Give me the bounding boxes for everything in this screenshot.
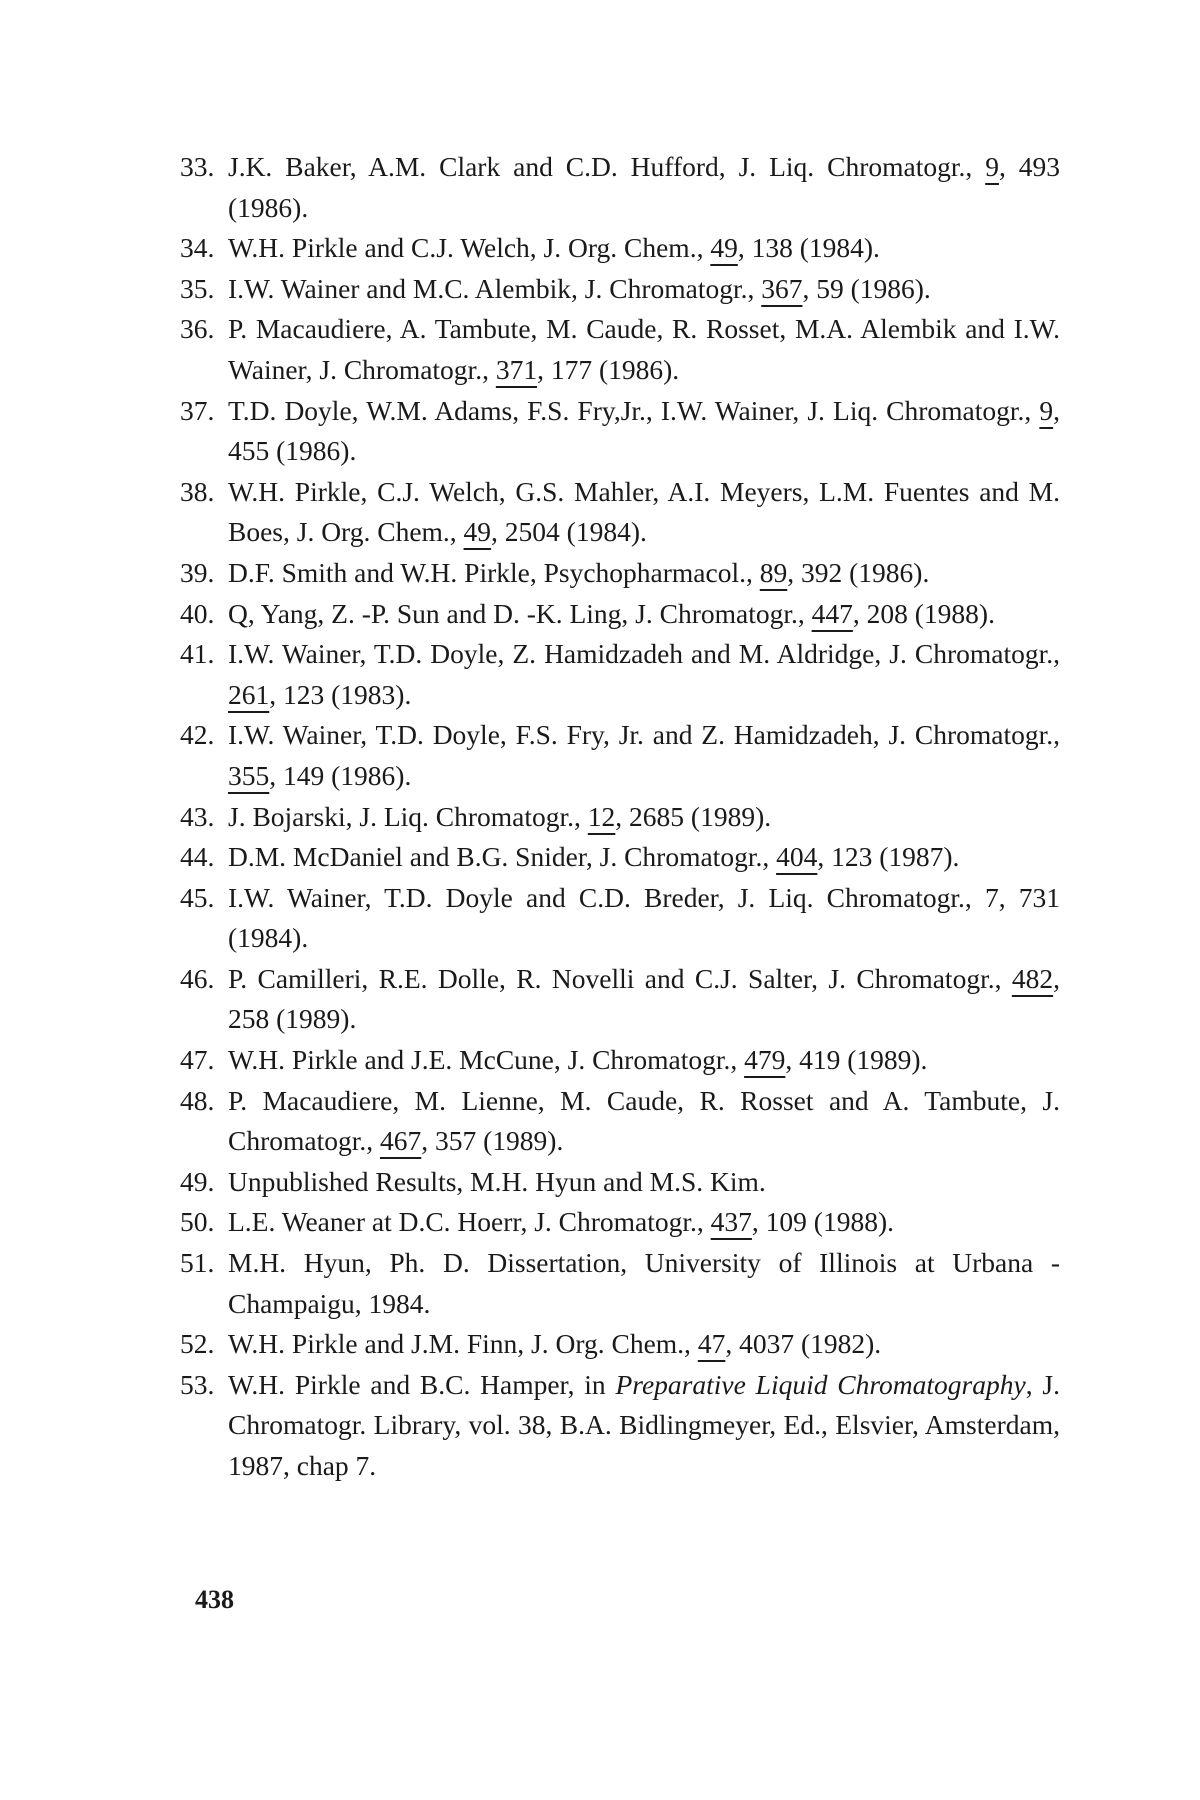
reference-number: 45. <box>180 881 215 913</box>
reference-item <box>180 1162 1060 1203</box>
volume-number: 12 <box>587 800 616 832</box>
reference-item <box>180 1243 1060 1324</box>
reference-text: I.W. Wainer, T.D. Doyle and C.D. Breder, J. Liq. Chromatogr., 7, 731 (1984). <box>228 881 1060 954</box>
reference-item <box>180 715 1060 796</box>
reference-number: 38. <box>180 475 215 507</box>
reference-item <box>180 1202 1060 1243</box>
reference-item <box>180 269 1060 310</box>
reference-number: 52. <box>180 1328 215 1360</box>
reference-number: 34. <box>180 232 215 264</box>
reference-number: 33. <box>180 151 215 182</box>
volume-number: 447 <box>811 597 853 629</box>
volume-number: 355 <box>228 759 270 791</box>
reference-number: 47. <box>180 1044 215 1076</box>
reference-number: 37. <box>180 394 215 426</box>
reference-item <box>180 634 1060 715</box>
reference-number: 49. <box>180 1165 215 1197</box>
reference-item <box>180 1081 1060 1162</box>
reference-text: W.H. Pirkle and J.M. Finn, J. Org. Chem., 47, 4037 (1982). <box>228 1328 882 1360</box>
reference-item <box>180 1324 1060 1365</box>
reference-text: P. Camilleri, R.E. Dolle, R. Novelli and C.J. Salter, J. Chromatogr., 482, 258 (1989). <box>228 962 1060 1035</box>
reference-text: W.H. Pirkle and J.E. McCune, J. Chromatogr., 479, 419 (1989). <box>228 1044 928 1076</box>
reference-text: D.M. McDaniel and B.G. Snider, J. Chromatogr., 404, 123 (1987). <box>228 841 960 873</box>
volume-number: 9 <box>1039 394 1054 426</box>
reference-item <box>180 797 1060 838</box>
reference-text: D.F. Smith and W.H. Pirkle, Psychopharmacol., 89, 392 (1986). <box>228 556 930 588</box>
reference-text: J.K. Baker, A.M. Clark and C.D. Hufford, J. Liq. Chromatogr., 9, 493 (1986). <box>228 151 1061 223</box>
reference-text: W.H. Pirkle and C.J. Welch, J. Org. Chem., 49, 138 (1984). <box>228 232 880 264</box>
reference-text: T.D. Doyle, W.M. Adams, F.S. Fry,Jr., I.W. Wainer, J. Liq. Chromatogr., 9, 455 (1986). <box>228 394 1060 467</box>
volume-number: 479 <box>744 1044 786 1076</box>
reference-number: 40. <box>180 597 215 629</box>
reference-text: P. Macaudiere, A. Tambute, M. Caude, R. Rosset, M.A. Alembik and I.W. Wainer, J. Chromatogr., 371, 177 (1986). <box>228 313 1060 385</box>
volume-number: 261 <box>228 678 270 710</box>
reference-number: 51. <box>180 1247 215 1279</box>
reference-text: I.W. Wainer, T.D. Doyle, Z. Hamidzadeh and M. Aldridge, J. Chromatogr., 261, 123 (1983). <box>228 638 1060 710</box>
volume-number: 371 <box>495 353 538 385</box>
reference-item <box>180 1365 1060 1487</box>
reference-text: I.W. Wainer, T.D. Doyle, F.S. Fry, Jr. and Z. Hamidzadeh, J. Chromatogr., 355, 149 (1986). <box>228 719 1060 791</box>
reference-item <box>180 309 1060 390</box>
reference-text: W.H. Pirkle and B.C. Hamper, in Preparative Liquid Chromatography, J. Chromatogr. Library, vol. 38, B.A. Bidlingmeyer, Ed., Elsvier, Amsterdam, 1987, chap 7. <box>228 1368 1060 1481</box>
reference-item <box>180 959 1060 1040</box>
reference-item <box>180 147 1060 228</box>
reference-number: 44. <box>180 841 215 873</box>
reference-text: Unpublished Results, M.H. Hyun and M.S. Kim. <box>228 1165 766 1197</box>
volume-number: 47 <box>697 1328 726 1360</box>
book-title: Preparative Liquid Chromatography <box>615 1368 1026 1400</box>
reference-number: 39. <box>180 556 215 588</box>
volume-number: 437 <box>710 1206 752 1238</box>
volume-number: 467 <box>380 1125 422 1157</box>
reference-item <box>180 878 1060 959</box>
reference-number: 42. <box>180 719 215 751</box>
volume-number: 9 <box>985 151 999 182</box>
reference-item <box>180 594 1060 635</box>
reference-item <box>180 1040 1060 1081</box>
reference-number: 36. <box>180 313 215 345</box>
reference-item <box>180 553 1060 594</box>
reference-text: Q, Yang, Z. -P. Sun and D. -K. Ling, J. Chromatogr., 447, 208 (1988). <box>228 597 995 629</box>
reference-text: I.W. Wainer and M.C. Alembik, J. Chromatogr., 367, 59 (1986). <box>228 272 931 304</box>
reference-item <box>180 837 1060 878</box>
reference-number: 53. <box>180 1368 215 1400</box>
reference-text: W.H. Pirkle, C.J. Welch, G.S. Mahler, A.I. Meyers, L.M. Fuentes and M. Boes, J. Org. Chem., 49, 2504 (1984). <box>228 475 1060 548</box>
reference-item <box>180 472 1060 553</box>
volume-number: 482 <box>1011 962 1054 994</box>
reference-number: 46. <box>180 962 215 994</box>
volume-number: 49 <box>463 516 492 548</box>
page-number: 438 <box>195 1585 234 1614</box>
reference-number: 43. <box>180 800 215 832</box>
reference-text: L.E. Weaner at D.C. Hoerr, J. Chromatogr., 437, 109 (1988). <box>228 1206 894 1238</box>
reference-number: 48. <box>180 1084 215 1116</box>
reference-text: J. Bojarski, J. Liq. Chromatogr., 12, 2685 (1989). <box>228 800 772 832</box>
reference-text: M.H. Hyun, Ph. D. Dissertation, University of Illinois at Urbana -Champaigu, 1984. <box>228 1247 1060 1319</box>
volume-number: 49 <box>710 232 738 264</box>
reference-text: P. Macaudiere, M. Lienne, M. Caude, R. Rosset and A. Tambute, J. Chromatogr., 467, 357 (1989). <box>228 1084 1060 1157</box>
reference-list <box>180 147 1060 1487</box>
reference-item <box>180 391 1060 472</box>
reference-number: 35. <box>180 272 215 304</box>
volume-number: 367 <box>761 272 803 304</box>
volume-number: 404 <box>776 841 818 873</box>
reference-number: 41. <box>180 638 215 670</box>
volume-number: 89 <box>759 556 788 588</box>
reference-item <box>180 228 1060 269</box>
volume-number: 7 <box>984 881 999 913</box>
reference-number: 50. <box>180 1206 215 1238</box>
